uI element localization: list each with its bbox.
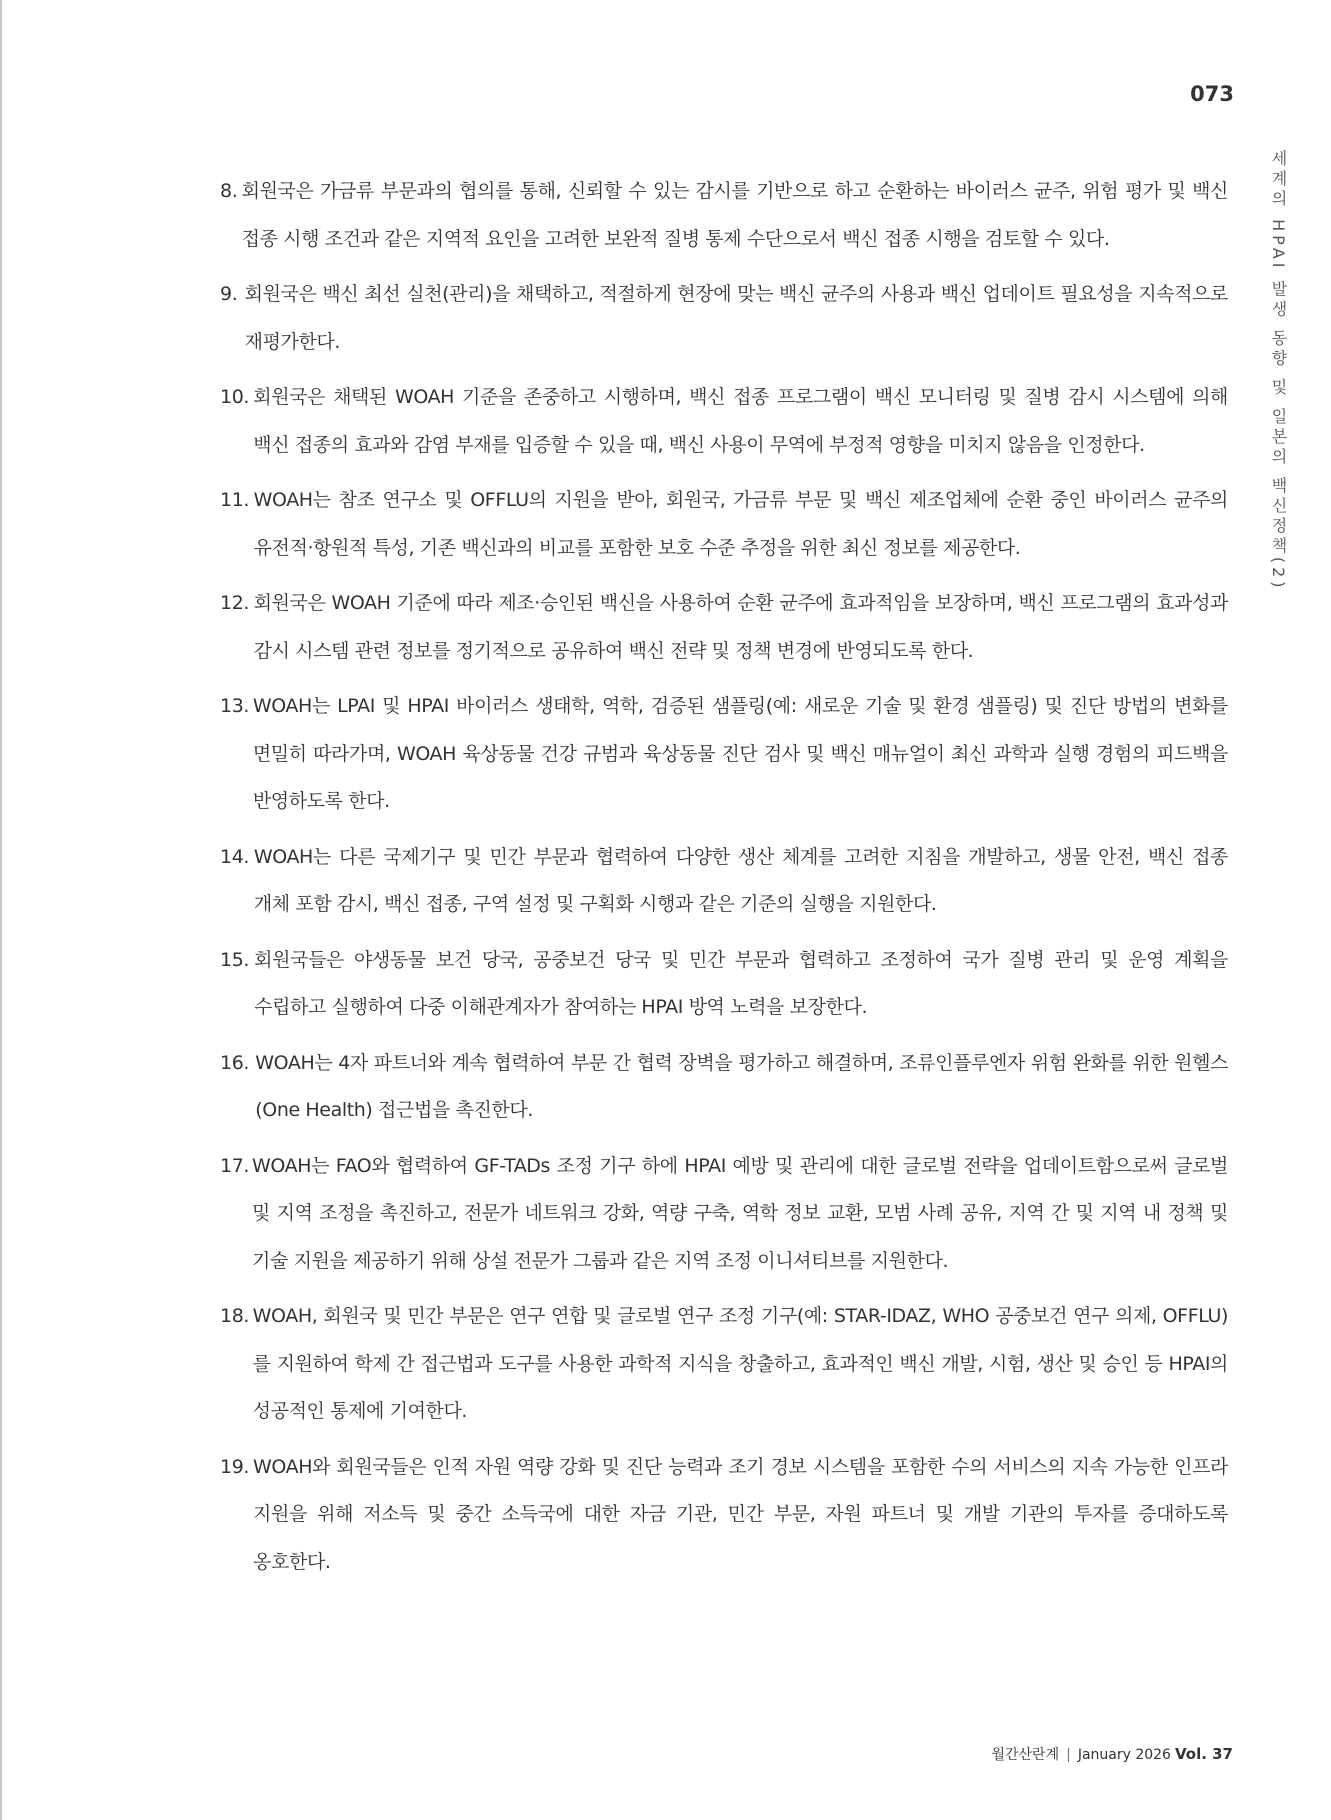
magazine-name: 월간산란계 bbox=[991, 1747, 1060, 1763]
list-item-text: WOAH와 회원국들은 인적 자원 역량 강화 및 진단 능력과 조기 경보 시스템을 포함한 수의 서비스의 지속 가능한 인프라 지원을 위해 저소득 및 중간 소득국에 대한 자금 기관, 민간 부문, 자원 파트너 및 개발 기관의 투자를 증대하도록 옹호한다. bbox=[253, 1455, 1228, 1573]
list-item-text: WOAH는 참조 연구소 및 OFFLU의 지원을 받아, 회원국, 가금류 부문 및 백신 제조업체에 순환 중인 바이러스 균주의 유전적·항원적 특성, 기존 백신과의 비교를 포함한 보호 수준 추정을 위한 최신 정보를 제공한다. bbox=[253, 489, 1228, 559]
list-item-number: 14. bbox=[220, 845, 250, 868]
list-item bbox=[220, 477, 1228, 572]
list-item-gap bbox=[237, 271, 244, 366]
list-item-text: 회원국은 가금류 부문과의 협의를 통해, 신뢰할 수 있는 감시를 기반으로 하고 순환하는 바이러스 균주, 위험 평가 및 백신 접종 시행 조건과 같은 지역적 요인을 고려한 보완적 질병 통제 수단으로서 백신 접종 시행을 검토할 수 있다. bbox=[241, 180, 1228, 250]
list-item-number: 15. bbox=[220, 948, 250, 971]
list-item bbox=[220, 1040, 1228, 1135]
list-item-number: 11. bbox=[220, 489, 250, 511]
list-item bbox=[220, 168, 1228, 263]
list-item-number: 18. bbox=[220, 1305, 250, 1327]
list-item-number: 8. bbox=[220, 180, 238, 202]
page-footer bbox=[991, 1744, 1233, 1764]
page-number: 073 bbox=[1190, 82, 1234, 106]
list-item-number: 12. bbox=[220, 592, 250, 614]
list-item-text: WOAH는 다른 국제기구 및 민간 부문과 협력하여 다양한 생산 체계를 고려한 지침을 개발하고, 생물 안전, 백신 접종 개체 포함 감시, 백신 접종, 구역 설정 및 구획화 시행과 같은 기준의 실행을 지원한다. bbox=[253, 845, 1228, 915]
list-item-text: 회원국은 WOAH 기준에 따라 제조·승인된 백신을 사용하여 순환 균주에 효과적임을 보장하며, 백신 프로그램의 효과성과 감시 시스템 관련 정보를 정기적으로 공유하여 백신 전략 및 정책 변경에 반영되도록 한다. bbox=[253, 592, 1228, 662]
list-item-number: 17. bbox=[220, 1154, 250, 1177]
list-item-text: 회원국들은 야생동물 보건 당국, 공중보건 당국 및 민간 부문과 협력하고 조정하여 국가 질병 관리 및 운영 계획을 수립하고 실행하여 다중 이해관계자가 참여하는 HPAI 방역 노력을 보장한다. bbox=[254, 948, 1228, 1018]
list-item-text: 회원국은 채택된 WOAH 기준을 존중하고 시행하며, 백신 접종 프로그램이 백신 모니터링 및 질병 감시 시스템에 의해 백신 접종의 효과와 감염 부재를 입증할 수 있을 때, 백신 사용이 무역에 부정적 영향을 미치지 않음을 인정한다. bbox=[253, 386, 1228, 456]
list-item bbox=[220, 374, 1228, 469]
list-item-number: 9. bbox=[220, 283, 238, 305]
list-item-number: 10. bbox=[220, 386, 250, 408]
list-item bbox=[220, 271, 1228, 366]
list-item-text: WOAH, 회원국 및 민간 부문은 연구 연합 및 글로벌 연구 조정 기구(예: STAR-IDAZ, WHO 공중보건 연구 의제, OFFLU)를 지원하여 학제 간 접근법과 도구를 사용한 과학적 지식을 창출하고, 효과적인 백신 개발, 시험, 생산 및 승인 등 HPAI의 성공적인 통제에 기여한다. bbox=[252, 1305, 1228, 1422]
list-item bbox=[220, 683, 1228, 826]
list-item-text: WOAH는 LPAI 및 HPAI 바이러스 생태학, 역학, 검증된 샘플링(예: 새로운 기술 및 환경 샘플링) 및 진단 방법의 변화를 면밀히 따라가며, WOAH 육상동물 건강 규범과 육상동물 진단 검사 및 백신 매뉴얼이 최신 과학과 실행 경험의 피드백을 반영하도록 한다. bbox=[252, 695, 1228, 812]
list-item-text: WOAH는 4자 파트너와 계속 협력하여 부문 간 협력 장벽을 평가하고 해결하며, 조류인플루엔자 위험 완화를 위한 원헬스(One Health) 접근법을 촉진한다. bbox=[255, 1051, 1228, 1121]
list-item-text: 회원국은 백신 최선 실천(관리)을 채택하고, 적절하게 현장에 맞는 백신 균주의 사용과 백신 업데이트 필요성을 지속적으로 재평가한다. bbox=[244, 283, 1228, 353]
list-item bbox=[220, 1444, 1228, 1587]
page-edge-line bbox=[0, 0, 2, 1820]
list-item bbox=[220, 834, 1228, 929]
list-item bbox=[220, 937, 1228, 1032]
numbered-list bbox=[220, 168, 1228, 1594]
footer-separator: | bbox=[1066, 1747, 1071, 1763]
list-item-number: 13. bbox=[220, 695, 250, 717]
running-section-title: 세계의 HPAI 발생 동향 및 일본의 백신정책(2) bbox=[1269, 150, 1288, 592]
list-item-number: 19. bbox=[220, 1455, 250, 1478]
list-item bbox=[220, 580, 1228, 675]
volume-number: Vol. 37 bbox=[1174, 1745, 1233, 1763]
list-item-number: 16. bbox=[220, 1051, 250, 1074]
list-item bbox=[220, 1293, 1228, 1436]
issue-date: January 2026 bbox=[1077, 1747, 1171, 1763]
list-item bbox=[220, 1143, 1228, 1286]
list-item-text: WOAH는 FAO와 협력하여 GF-TADs 조정 기구 하에 HPAI 예방 및 관리에 대한 글로벌 전략을 업데이트함으로써 글로벌 및 지역 조정을 촉진하고, 전문가 네트워크 강화, 역량 구축, 역학 정보 교환, 모범 사례 공유, 지역 간 및 지역 내 정책 및 기술 지원을 제공하기 위해 상설 전문가 그룹과 같은 지역 조정 이니셔티브를 지원한다. bbox=[252, 1154, 1228, 1272]
